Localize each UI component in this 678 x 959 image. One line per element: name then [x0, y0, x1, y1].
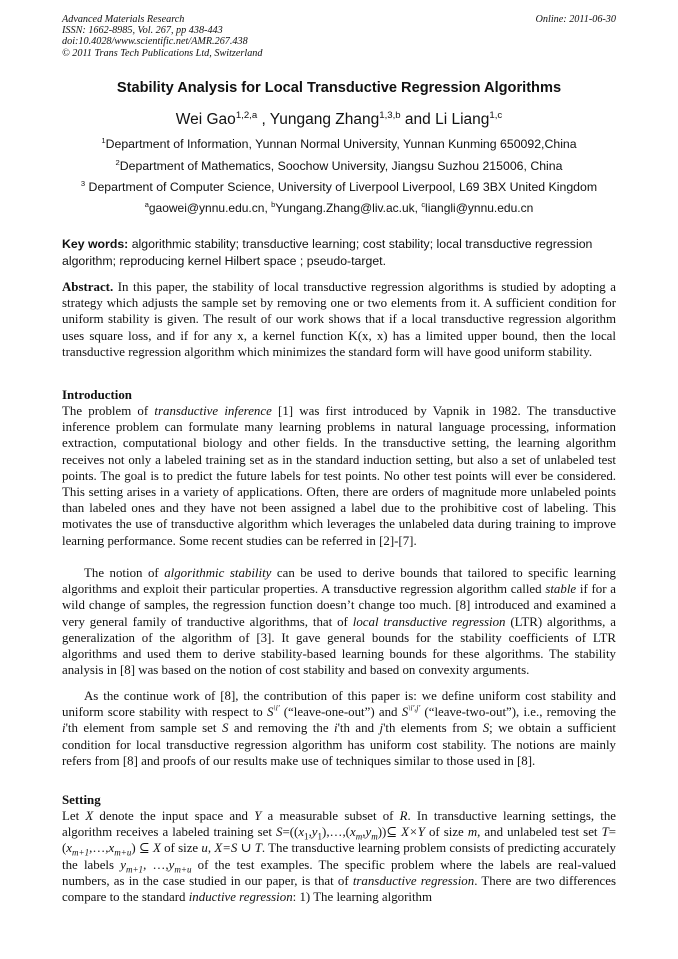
paper-title: Stability Analysis for Local Transductive Regression Algorithms	[116, 80, 562, 96]
intro-paragraph-1	[62, 403, 616, 549]
emphasis: algorithmic stability	[164, 566, 272, 580]
math-symbol: S	[266, 705, 274, 720]
author-list	[0, 111, 678, 129]
text-run: [1] was first introduced by Vapnik in 1982. The transductive inference problem can formulate many learning problems in natural language processing, information extraction, computational biology and other fields. In the transductive setting, the learning algorithm receives not only a labeled training set as in the standard induction setting, but also a set of unlabeled test points. The goal is to predict the future labels for test points. No other test points will ever be considered. This setting arises in a variety of applications. Often, there are orders of magnitude more unlabeled points than labeled ones and they have not been assigned a label due to the prohibitive cost of labeling. This motivates the use of transductive algorithm which leverages the unlabeled data during training to improve learning performance. Some recent studies can be referred in [2]-[7].	[62, 404, 616, 548]
text-run: if for a wild change of samples, the regression function doesn’t change too much. [8] introduced and examined a very general family of tranductive algorithms, that of	[62, 582, 616, 629]
introduction-heading: Introduction	[62, 388, 132, 402]
text-run: As the continue work of [8], the contribution of this paper is: we define uniform cost stability and uniform score stability with respect to	[62, 689, 616, 720]
keywords	[62, 236, 616, 269]
math-symbol: y	[168, 857, 175, 872]
text-run: (“leave-two-out”), i.e., removing the	[420, 705, 617, 720]
math-symbol: x	[349, 825, 356, 840]
math-symbol: u	[201, 841, 208, 856]
math-symbol: y	[365, 825, 372, 840]
text-run: . There are two differences compare to the standard	[62, 873, 617, 905]
author-3: Li Liang	[435, 111, 490, 128]
email-1[interactable]: gaowei@ynnu.edu.cn,	[148, 201, 272, 215]
journal-header	[62, 14, 262, 59]
abstract-text: In this paper, the stability of local transductive regression algorithms is studied by adopting a strategy which adjusts the sample set by removing one or two elements from it. A sufficient condition for uniform stability is given. The result of our work shows that if a local transductive regression algorithm uses square loss, and if for any x, a kernel function K(x, x) has a limited upper bound, then the local transductive regression algorithm which minimizes the standard form will have good uniform stability.	[62, 280, 616, 359]
text-run: ))⊆	[377, 825, 402, 840]
emphasis: inductive regression	[188, 890, 293, 905]
emphasis: stable	[545, 582, 577, 597]
intro-paragraph-2	[62, 565, 616, 678]
author-2: Yungang Zhang	[269, 111, 380, 128]
journal-name: Advanced Materials Research	[62, 14, 185, 25]
text-run: . The transductive learning problem consists of predicting accurately the labels	[62, 841, 617, 872]
author-2-affil: 1,3,b	[379, 109, 401, 121]
math-symbol: x	[108, 841, 115, 856]
math-symbol: S	[401, 705, 409, 720]
text-run: The problem of	[62, 404, 155, 418]
email-c-mark: c	[421, 200, 426, 209]
math-symbol: X	[85, 809, 94, 823]
affiliation-1-number: 1	[101, 135, 106, 145]
affiliation-1-text: Department of Information, Yunnan Normal University, Yunnan Kunming 650092,China	[105, 137, 577, 151]
text-run: ; we obtain a sufficient condition for local transductive regression algorithm has uniform cost stability. The notions are mainly refers from [8] and proofs of our results make use of techniques similar to those used in [8].	[62, 721, 616, 768]
text-run: of size	[424, 825, 468, 840]
math-symbol: R	[399, 809, 408, 823]
text-run: =(	[62, 825, 617, 856]
math-superscript: \i'	[273, 703, 280, 713]
doi-line: doi:10.4028/www.scientific.net/AMR.267.438	[62, 36, 248, 48]
text-run: and removing the	[228, 721, 334, 736]
affiliation-2-text: Department of Mathematics, Soochow University, Jiangsu Suzhou 215006, China	[119, 159, 563, 173]
text-run: =((	[282, 825, 299, 840]
text-run: ),…,(	[322, 825, 350, 840]
setting-paragraph	[62, 808, 616, 905]
author-separator: ,	[257, 111, 270, 128]
text-run: ,	[362, 825, 366, 840]
math-subscript: m+1	[125, 864, 144, 875]
emphasis: local transductive regression	[352, 614, 506, 629]
issn-line: ISSN: 1662-8985, Vol. 267, pp 438-443	[62, 25, 223, 37]
math-subscript: m+u	[114, 847, 132, 858]
affiliation-3-text: Department of Computer Science, University of Liverpool Liverpool, L69 3BX United Kingdom	[85, 180, 598, 194]
text-run: denote the input space and	[93, 809, 255, 823]
text-run: of the test examples. The specific problem where the labels are real-valued numbers, as in the case studied in our paper, is that of	[62, 857, 616, 888]
online-date: Online: 2011-06-30	[535, 14, 616, 25]
math-symbol: j	[379, 721, 384, 736]
email-2[interactable]: Yungang.Zhang@liv.ac.uk,	[275, 201, 422, 215]
email-a-mark: a	[144, 200, 149, 209]
math-subscript: m	[355, 831, 363, 842]
math-symbol: y	[311, 825, 318, 840]
text-run: (“leave-one-out”) and	[279, 705, 402, 720]
copyright-line: © 2011 Trans Tech Publications Ltd, Switzerland	[62, 47, 263, 59]
author-3-affil: 1,c	[489, 109, 503, 121]
text-run: ,…,	[89, 841, 109, 856]
math-symbol: S	[221, 721, 229, 736]
email-3[interactable]: liangli@ynnu.edu.cn	[425, 201, 534, 215]
text-run: : 1) The learning algorithm	[292, 890, 433, 905]
keywords-text: algorithmic stability; transductive learning; cost stability; local transductive regression algorithm; reproducing kernel Hilbert space ; pseudo-target.	[62, 237, 593, 268]
abstract	[62, 279, 616, 360]
math-symbol: i	[62, 721, 66, 736]
math-symbol: X×Y	[401, 825, 425, 840]
emphasis: transductive regression	[352, 873, 475, 888]
text-run: 'th elements from	[383, 721, 483, 736]
math-symbol: m	[467, 825, 478, 840]
math-subscript: m+1	[72, 847, 90, 858]
math-symbol: y	[120, 857, 126, 872]
math-symbol: S	[482, 721, 490, 736]
text-run: 'th element from sample set	[65, 721, 222, 736]
affiliation-3-number: 3	[80, 178, 86, 188]
math-symbol: Y	[254, 809, 262, 823]
text-run: a measurable subset of	[261, 809, 400, 823]
text-run: , and unlabeled test set	[477, 825, 602, 840]
text-run: ,	[308, 825, 312, 840]
math-subscript: m	[371, 831, 378, 842]
text-run: (LTR) algorithms, a generalization of the algorithm of [3]. It gave general bounds for the stability coefficients of LTR algorithms and used them to derive stability-based learning bounds for these algorithms. The stability analysis in [8] was based on the notion of cost stability and based on convexity arguments.	[62, 614, 616, 678]
email-b-mark: b	[271, 200, 276, 209]
author-separator: and	[400, 111, 436, 128]
abstract-label: Abstract.	[62, 280, 114, 294]
author-1-affil: 1,2,a	[235, 109, 258, 121]
text-run: ) ⊆	[131, 841, 153, 856]
affiliation-1	[0, 137, 678, 151]
text-run: of size	[160, 841, 202, 856]
math-subscript: 1	[317, 831, 323, 842]
affiliation-2-number: 2	[115, 157, 120, 167]
text-run: . In transductive learning settings, the algorithm receives a labeled training set	[62, 809, 616, 840]
keywords-label: Key words:	[62, 237, 129, 251]
text-run: 'th and	[337, 721, 380, 736]
math-symbol: S	[276, 825, 283, 840]
math-symbol: X	[152, 841, 161, 856]
intro-paragraph-3	[62, 688, 616, 769]
emphasis: transductive inference	[154, 404, 272, 418]
author-1: Wei Gao	[175, 111, 236, 128]
text-run: ,	[207, 841, 215, 856]
text-run: The notion of	[84, 566, 165, 580]
math-symbol: x	[298, 825, 305, 840]
text-run: , …,	[143, 857, 169, 872]
math-subscript: m+u	[174, 864, 192, 875]
math-symbol: T	[601, 825, 609, 840]
email-line	[0, 201, 678, 215]
setting-heading: Setting	[62, 793, 101, 807]
math-symbol: x	[66, 841, 73, 856]
text-run: can be used to derive bounds that tailored to specific learning algorithms and exploit their particular properties. A transductive regression algorithm called	[62, 566, 616, 597]
math-symbol: X=S ∪ T	[214, 841, 262, 856]
math-superscript: \i',j'	[408, 703, 421, 713]
text-run: Let	[62, 809, 86, 823]
affiliation-2	[0, 159, 678, 173]
affiliation-3	[0, 180, 678, 194]
math-symbol: i	[334, 721, 338, 736]
math-subscript: 1	[304, 831, 309, 842]
